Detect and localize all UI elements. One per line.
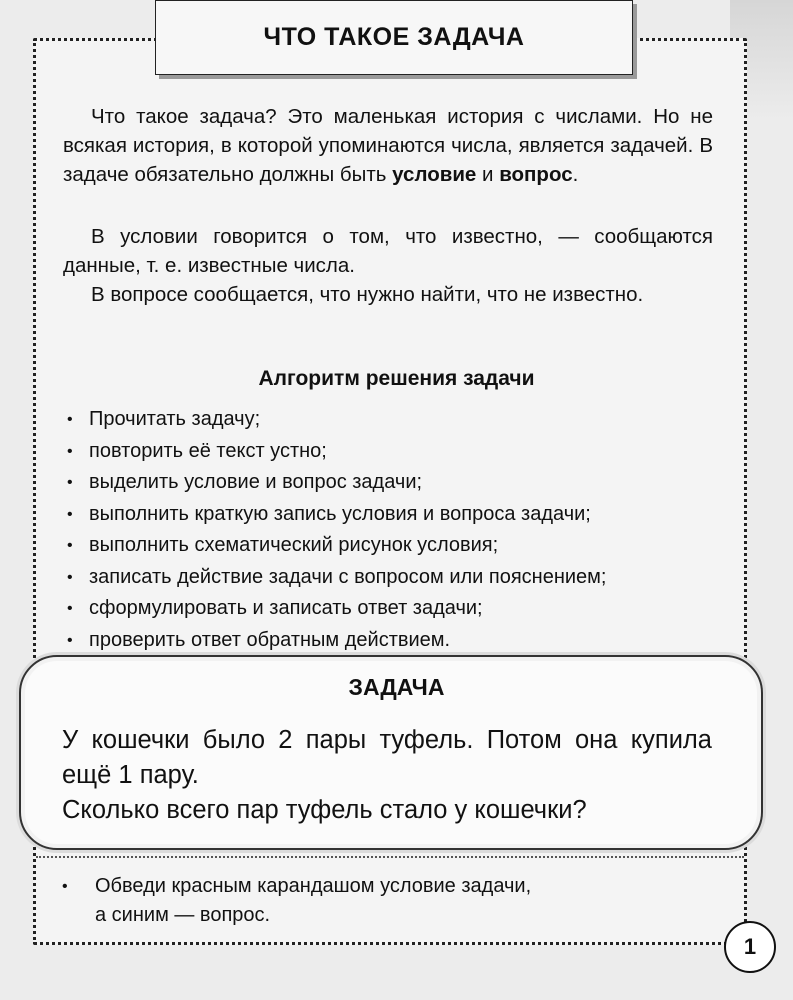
task-question: Сколько всего пар туфель стало у кошечки? xyxy=(62,796,587,824)
algorithm-list xyxy=(63,404,607,656)
intro-paragraph-3 xyxy=(63,280,713,309)
list-item xyxy=(63,499,607,531)
bullet-icon: • xyxy=(67,442,73,460)
bullet-icon: • xyxy=(67,505,73,523)
list-item xyxy=(63,530,607,562)
list-item-text: Прочитать задачу; xyxy=(89,408,261,430)
task-condition: У кошечки было 2 пары туфель. Потом она купила ещё 1 пару. xyxy=(62,726,712,789)
bullet-icon: • xyxy=(62,878,68,895)
list-item xyxy=(63,436,607,468)
instruction-line-1: Обведи красным карандашом условие задачи, xyxy=(95,875,532,897)
list-item-text: записать действие задачи с вопросом или пояснением; xyxy=(89,565,607,588)
intro-paragraph-2 xyxy=(63,222,713,280)
instruction-note xyxy=(62,872,531,930)
list-item xyxy=(63,404,607,436)
list-item xyxy=(63,562,607,594)
list-item xyxy=(63,625,607,657)
list-item-text: выполнить краткую запись условия и вопроса задачи; xyxy=(89,502,591,525)
intro-conjunction: и xyxy=(476,163,500,186)
page-title-text: ЧТО ТАКОЕ ЗАДАЧА xyxy=(263,23,525,51)
algorithm-heading: Алгоритм решения задачи xyxy=(258,367,535,390)
list-item-text: повторить её текст устно; xyxy=(89,439,327,462)
bullet-icon: • xyxy=(67,411,73,428)
bullet-icon: • xyxy=(67,631,73,649)
divider xyxy=(36,856,744,858)
task-heading: ЗАДАЧА xyxy=(348,674,445,700)
list-item-text: проверить ответ обратным действием. xyxy=(89,628,451,651)
bullet-icon: • xyxy=(67,568,73,586)
list-item xyxy=(63,467,607,499)
intro-period: . xyxy=(572,163,579,186)
page-number: 1 xyxy=(724,921,776,973)
bullet-icon: • xyxy=(67,600,73,617)
list-item xyxy=(63,593,607,625)
bullet-icon: • xyxy=(67,474,73,491)
bullet-icon: • xyxy=(67,537,73,554)
term-question: вопрос xyxy=(499,163,573,186)
page-title xyxy=(155,0,633,75)
task-text xyxy=(62,723,712,828)
intro-text: Что такое задача? Это маленькая история с числами. Но не всякая история, в которой упоминаются числа, является задачей. В задаче обязательно должны быть xyxy=(63,105,713,186)
intro-text-2: В условии говорится о том, что известно, — сообщаются данные, т. е. известные числа. xyxy=(63,225,713,277)
intro-paragraph-1 xyxy=(63,102,713,189)
list-item-text: выделить условие и вопрос задачи; xyxy=(89,471,423,493)
list-item-text: сформулировать и записать ответ задачи; xyxy=(89,597,483,619)
list-item-text: выполнить схематический рисунок условия; xyxy=(89,534,499,556)
instruction-line-2: а синим — вопрос. xyxy=(95,904,271,926)
term-condition: условие xyxy=(392,163,477,186)
intro-text-3: В вопросе сообщается, что нужно найти, что не известно. xyxy=(91,283,644,306)
